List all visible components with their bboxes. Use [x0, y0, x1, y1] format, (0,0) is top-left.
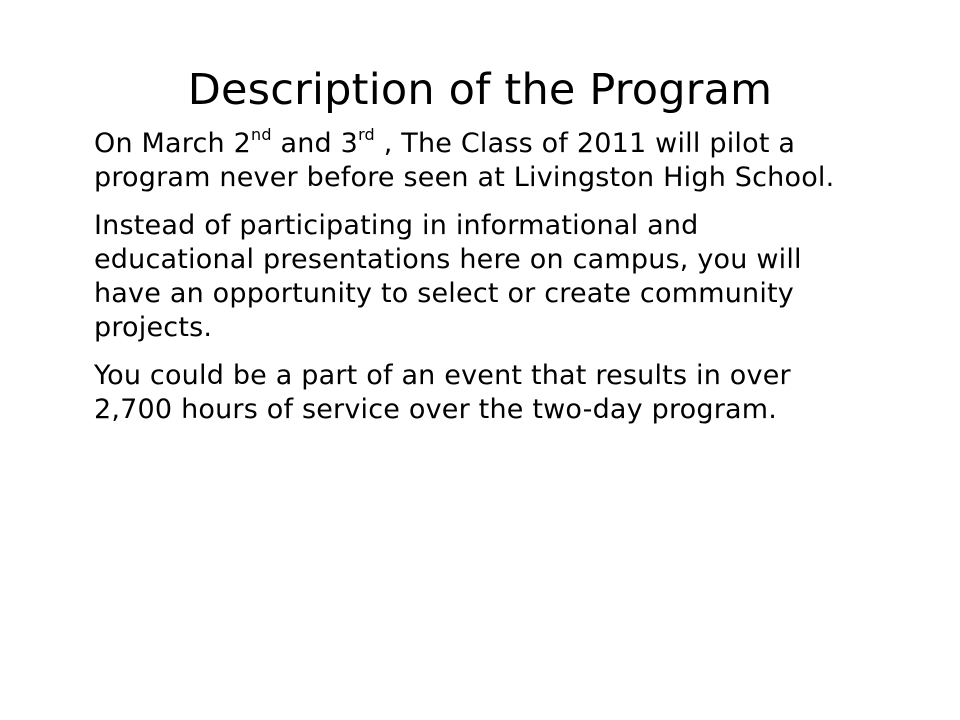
paragraph-dates — [94, 127, 864, 195]
paragraph-opportunity: Instead of participating in informational and educational presentations here on campus, you will have an opportunity to select or create community projects. — [94, 210, 802, 343]
paragraph-dates-text-1: On March 2 — [94, 128, 252, 159]
slide-title: Description of the Program — [187, 65, 773, 115]
paragraph-dates-text-3: , The Class of 2011 will pilot a program never before seen at Livingston High School. — [94, 128, 835, 193]
slide-body — [94, 127, 864, 441]
paragraph-dates-text-2: and 3 — [271, 128, 359, 159]
ordinal-suffix-rd: rd — [358, 125, 375, 144]
ordinal-suffix-nd: nd — [251, 125, 272, 144]
paragraph-service-hours: You could be a part of an event that results in over 2,700 hours of service over the two-day program. — [94, 360, 791, 425]
